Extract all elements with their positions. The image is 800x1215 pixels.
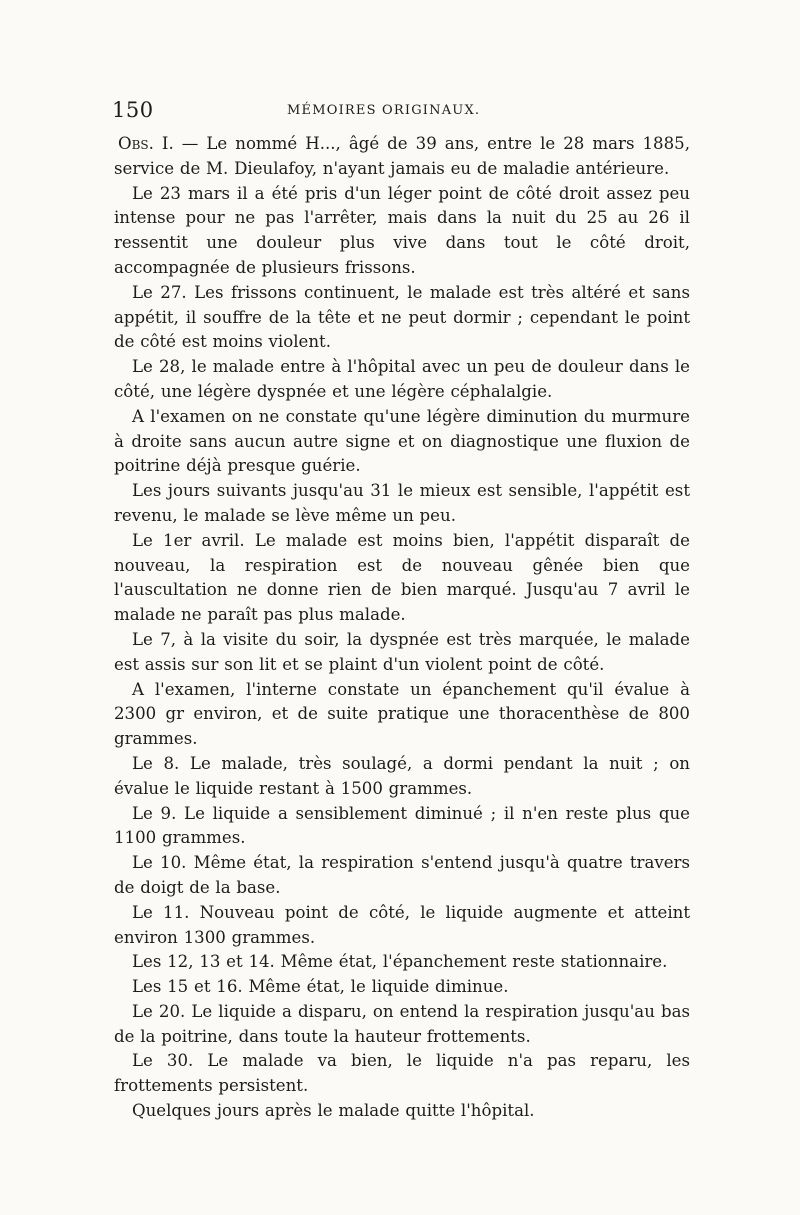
paragraph xyxy=(114,132,690,182)
paragraph: Le 20. Le liquide a disparu, on entend la respiration jusqu'au bas de la poitrine, dans toute la hauteur frottements. xyxy=(114,1001,690,1046)
running-head xyxy=(112,98,692,124)
paragraph: Le 7, à la visite du soir, la dyspnée est très marquée, le malade est assis sur son lit et se plaint d'un violent point de côté. xyxy=(114,629,690,674)
paragraph: Le 28, le malade entre à l'hôpital avec un peu de douleur dans le côté, une légère dyspnée et une légère céphalalgie. xyxy=(114,357,690,401)
paragraph: A l'examen on ne constate qu'une légère diminution du murmure à droite sans aucun autre signe et on diagnostique une fluxion de poitrine déjà presque guérie. xyxy=(114,406,690,476)
paragraph-text: — Le nommé H..., âgé de 39 ans, entre le 28 mars 1885, service de M. Dieulafoy, n'ayant jamais eu de maladie antérieure. xyxy=(114,134,690,178)
paragraph: Le 27. Les frissons continuent, le malade est très altéré et sans appétit, il souffre de la tête et ne peut dormir ; cependant le point de côté est moins violent. xyxy=(114,282,690,352)
paragraph: Les 15 et 16. Même état, le liquide diminue. xyxy=(132,977,509,997)
body-text xyxy=(114,132,690,1124)
paragraph: Le 8. Le malade, très soulagé, a dormi pendant la nuit ; on évalue le liquide restant à 1500 grammes. xyxy=(114,753,690,798)
paragraph: Le 9. Le liquide a sensiblement diminué ; il n'en reste plus que 1100 grammes. xyxy=(114,803,690,848)
paragraph: Le 10. Même état, la respiration s'entend jusqu'à quatre travers de doigt de la base. xyxy=(114,853,690,897)
page-number: 150 xyxy=(112,98,154,122)
paragraph: Quelques jours après le malade quitte l'hôpital. xyxy=(132,1101,535,1121)
paragraph: Les jours suivants jusqu'au 31 le mieux est sensible, l'appétit est revenu, le malade se lève même un peu. xyxy=(114,481,690,525)
paragraph: Le 11. Nouveau point de côté, le liquide augmente et atteint environ 1300 grammes. xyxy=(114,902,690,947)
running-title: MÉMOIRES ORIGINAUX. xyxy=(287,103,481,118)
paragraph: A l'examen, l'interne constate un épanchement qu'il évalue à 2300 gr environ, et de suite pratique une thoracenthèse de 800 grammes. xyxy=(114,679,690,749)
paragraph: Le 23 mars il a été pris d'un léger point de côté droit assez peu intense pour ne pas l'arrêter, mais dans la nuit du 25 au 26 il ressentit une douleur plus vive dans tout le côté droit, accompagnée de plusieurs frissons. xyxy=(114,183,690,277)
paragraph: Le 30. Le malade va bien, le liquide n'a pas reparu, les frottements persistent. xyxy=(114,1051,690,1096)
paragraph: Le 1er avril. Le malade est moins bien, l'appétit disparaît de nouveau, la respiration est de nouveau gênée bien que l'auscultation ne donne rien de bien marqué. Jusqu'au 7 avril le malade ne paraît pas plus malade. xyxy=(114,530,690,625)
observation-label: Obs. I. xyxy=(118,134,174,153)
paragraph: Les 12, 13 et 14. Même état, l'épanchement reste stationnaire. xyxy=(132,952,668,972)
